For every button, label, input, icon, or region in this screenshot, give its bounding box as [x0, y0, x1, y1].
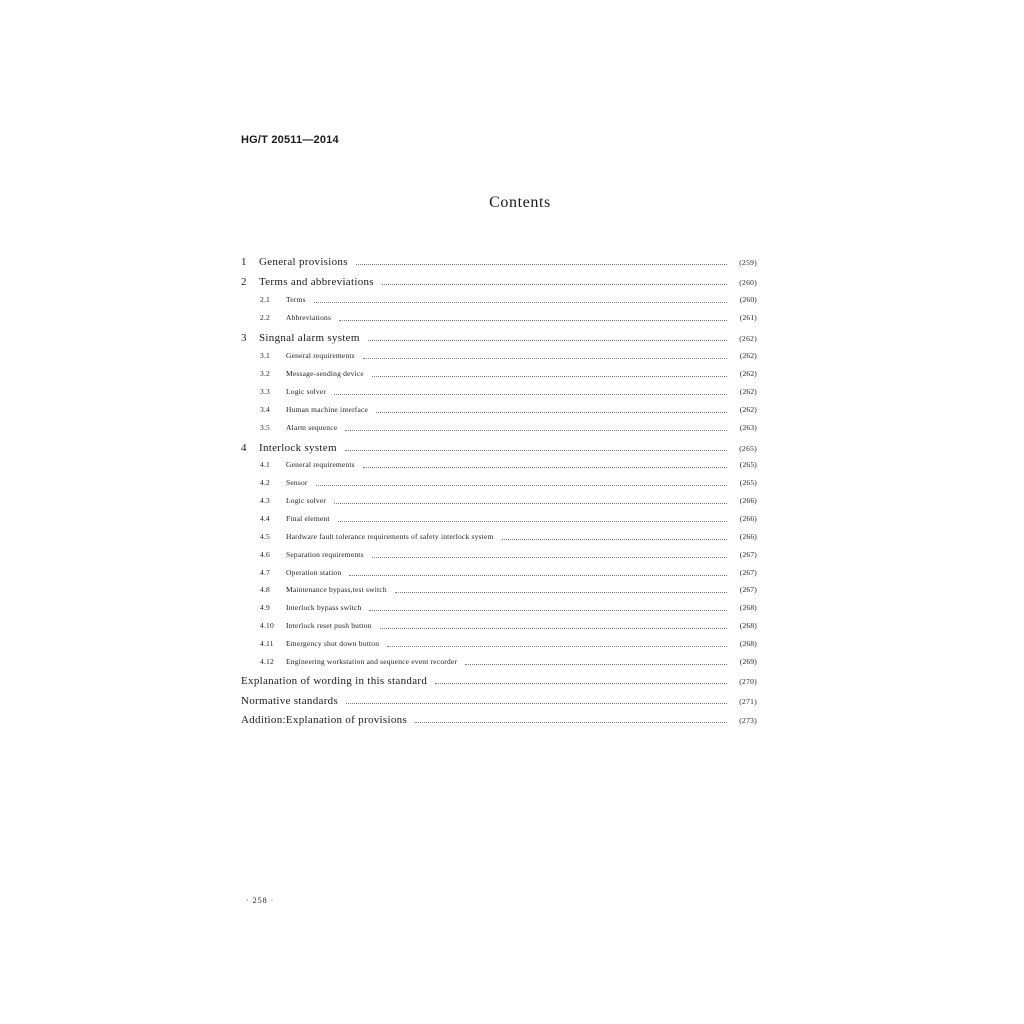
dot-leader — [356, 263, 727, 265]
toc-entry-page: (263) — [739, 423, 757, 432]
toc-entry-label: Interlock bypass switch — [286, 603, 362, 612]
dot-leader — [415, 721, 727, 723]
toc-entry-label: Logic solver — [286, 496, 327, 505]
dot-leader — [346, 702, 727, 704]
toc-entry-number: 4.8 — [260, 585, 270, 594]
toc-entry — [241, 351, 757, 360]
toc-entry-page: (273) — [739, 716, 757, 725]
dot-leader — [369, 609, 727, 611]
toc-entry-number: 3.5 — [260, 423, 270, 432]
page-number: · 258 · — [246, 896, 275, 905]
toc-entry-label: Final element — [286, 514, 330, 523]
toc-entry-number: 2.1 — [260, 295, 270, 304]
toc-entry — [241, 496, 757, 505]
toc-entry — [241, 514, 757, 523]
toc-entry-page: (268) — [739, 639, 757, 648]
toc-entry-label: Emergency shut down button — [286, 639, 380, 648]
toc-entry-label: Hardware fault tolerance requirements of safety interlock system — [286, 532, 494, 541]
toc-entry-label: Alarm sequence — [286, 423, 338, 432]
toc-entry-page: (266) — [739, 496, 757, 505]
toc-entry — [241, 675, 757, 687]
toc-entry-label: Interlock system — [259, 442, 337, 454]
toc-entry-number: 3.2 — [260, 369, 270, 378]
toc-entry — [241, 423, 757, 432]
dot-leader — [380, 627, 727, 629]
toc-entry-page: (268) — [739, 621, 757, 630]
toc-entry — [241, 603, 757, 612]
toc-entry — [241, 621, 757, 630]
toc-entry-number: 4.2 — [260, 478, 270, 487]
toc-entry-page: (265) — [739, 444, 757, 453]
dot-leader — [387, 645, 727, 647]
toc-entry-number: 4.10 — [260, 621, 274, 630]
toc-entry-label: Abbreviations — [286, 313, 332, 322]
toc-entry-page: (267) — [739, 585, 757, 594]
toc-entry-label: Human machine interface — [286, 405, 369, 414]
toc-entry-page: (265) — [739, 460, 757, 469]
toc-entry-number: 4.3 — [260, 496, 270, 505]
toc-entry-number: 2 — [241, 276, 247, 288]
toc-entry — [241, 532, 757, 541]
dot-leader — [372, 556, 727, 558]
toc-entry-page: (262) — [739, 351, 757, 360]
toc-entry — [241, 405, 757, 414]
toc-entry-page: (260) — [739, 278, 757, 287]
toc-entry-page: (262) — [739, 405, 757, 414]
toc-entry-label: Separation requirements — [286, 550, 364, 559]
toc-entry-page: (269) — [739, 657, 757, 666]
toc-entry-number: 4.12 — [260, 657, 274, 666]
toc-entry-number: 3 — [241, 332, 247, 344]
dot-leader — [338, 520, 727, 522]
toc-entry-page: (262) — [739, 334, 757, 343]
toc-entry — [241, 478, 757, 487]
toc-entry-page: (267) — [739, 550, 757, 559]
dot-leader — [363, 466, 727, 468]
toc-entry — [241, 714, 757, 726]
dot-leader — [376, 411, 727, 413]
toc-entry-page: (261) — [739, 313, 757, 322]
toc-entry-number: 3.1 — [260, 351, 270, 360]
toc-entry-page: (268) — [739, 603, 757, 612]
toc-entry — [241, 295, 757, 304]
toc-entry-page: (271) — [739, 697, 757, 706]
toc-entry-label: General requirements — [286, 351, 355, 360]
toc-entry-number: 1 — [241, 256, 247, 268]
toc-entry-page: (259) — [739, 258, 757, 267]
toc-entry — [241, 256, 757, 268]
toc-entry-page: (267) — [739, 568, 757, 577]
dot-leader — [502, 538, 727, 540]
toc-entry-number: 4.6 — [260, 550, 270, 559]
toc-entry-number: 4.4 — [260, 514, 270, 523]
toc-entry-label: General provisions — [259, 256, 348, 268]
dot-leader — [368, 339, 727, 341]
toc-entry — [241, 313, 757, 322]
toc-entry-number: 4.1 — [260, 460, 270, 469]
dot-leader — [395, 591, 727, 593]
toc-entry-label: Terms — [286, 295, 306, 304]
dot-leader — [334, 393, 727, 395]
toc-entry-label: Explanation of wording in this standard — [241, 675, 428, 687]
toc-entry-label: Sensor — [286, 478, 308, 487]
toc-entry-label: Engineering workstation and sequence event recorder — [286, 657, 458, 666]
toc-entry — [241, 568, 757, 577]
toc-entry — [241, 369, 757, 378]
dot-leader — [372, 375, 727, 377]
toc-entry-number: 4.9 — [260, 603, 270, 612]
dot-leader — [465, 663, 727, 665]
toc-entry — [241, 460, 757, 469]
dot-leader — [339, 319, 727, 321]
toc-entry — [241, 657, 757, 666]
toc-entry-page: (262) — [739, 369, 757, 378]
toc-entry-page: (270) — [739, 677, 757, 686]
dot-leader — [382, 283, 727, 285]
toc-entry — [241, 695, 757, 707]
toc-entry-label: General requirements — [286, 460, 355, 469]
toc-entry-number: 2.2 — [260, 313, 270, 322]
toc-entry-page: (266) — [739, 532, 757, 541]
dot-leader — [334, 502, 727, 504]
dot-leader — [349, 574, 727, 576]
toc-entry-number: 4.11 — [260, 639, 274, 648]
toc-entry-page: (265) — [739, 478, 757, 487]
toc-entry — [241, 276, 757, 288]
page-title: Contents — [489, 194, 551, 211]
toc-entry-label: Singnal alarm system — [259, 332, 360, 344]
toc-entry-number: 4.7 — [260, 568, 270, 577]
toc-entry-label: Operation station — [286, 568, 342, 577]
toc-entry — [241, 387, 757, 396]
toc-entry-label: Message-sending device — [286, 369, 364, 378]
dot-leader — [316, 484, 727, 486]
toc-entry-number: 3.4 — [260, 405, 270, 414]
toc-entry — [241, 550, 757, 559]
toc-entry-label: Logic solver — [286, 387, 327, 396]
dot-leader — [345, 449, 727, 451]
toc-entry-label: Terms and abbreviations — [259, 276, 374, 288]
dot-leader — [435, 682, 727, 684]
dot-leader — [363, 357, 727, 359]
toc-entry — [241, 639, 757, 648]
toc-entry-label: Normative standards — [241, 695, 339, 707]
toc-entry-number: 4.5 — [260, 532, 270, 541]
toc-entry-label: Addition:Explanation of provisions — [241, 714, 408, 726]
dot-leader — [345, 429, 727, 431]
toc-entry — [241, 585, 757, 594]
toc-entry-page: (262) — [739, 387, 757, 396]
toc-entry — [241, 442, 757, 454]
toc-entry-number: 4 — [241, 442, 247, 454]
toc-entry-number: 3.3 — [260, 387, 270, 396]
toc-entry-page: (266) — [739, 514, 757, 523]
standard-code: HG/T 20511—2014 — [241, 134, 339, 146]
toc-entry-page: (260) — [739, 295, 757, 304]
toc-entry-label: Maintenance bypass,test switch — [286, 585, 387, 594]
toc-entry-label: Interlock reset push button — [286, 621, 372, 630]
toc-entry — [241, 332, 757, 344]
dot-leader — [314, 301, 727, 303]
